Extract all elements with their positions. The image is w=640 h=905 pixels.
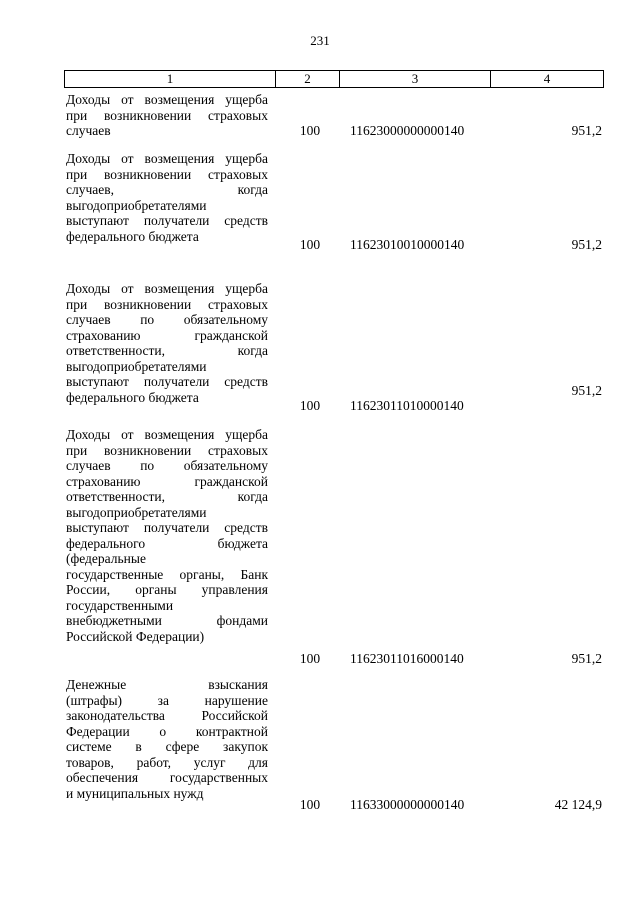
header-col-1: 1 xyxy=(65,71,276,87)
description-line: государственные органы, Банк xyxy=(66,566,268,582)
description-line: законодательства Российской xyxy=(66,708,268,723)
row-amount: 951,2 xyxy=(571,383,602,398)
description-line: (федеральные xyxy=(66,551,146,566)
description-line: выгодоприобретателями xyxy=(66,504,207,520)
description-line: Российской Федерации) xyxy=(66,628,205,644)
description-line: внебюджетными фондами xyxy=(66,613,268,628)
description-line: при возникновении страховых xyxy=(66,296,268,312)
description-line: Федерации о контрактной xyxy=(66,723,268,739)
description-line: страхованию гражданской xyxy=(66,473,268,489)
row-amount: 951,2 xyxy=(571,651,602,666)
description-line: России, органы управления xyxy=(66,582,268,597)
page-number: 231 xyxy=(310,33,330,48)
row-col-2: 100 xyxy=(299,237,321,252)
description-line: при возникновении страховых xyxy=(66,107,268,123)
description-line: системе в сфере закупок xyxy=(66,739,268,754)
row-col-2: 100 xyxy=(299,123,321,138)
description-line: федерального бюджета xyxy=(66,535,268,551)
description-line: при возникновении страховых xyxy=(66,442,268,458)
description-line: Доходы от возмещения ущерба xyxy=(66,92,268,107)
row-description xyxy=(66,281,268,405)
description-line: и муниципальных нужд xyxy=(66,785,204,801)
row-code: 11623010010000140 xyxy=(350,237,465,252)
description-line: случаев по обязательному xyxy=(66,312,268,327)
header-col-4: 4 xyxy=(543,71,551,86)
description-line: случаев xyxy=(66,123,111,138)
row-amount: 951,2 xyxy=(571,237,602,252)
header-col-3: 3 xyxy=(340,71,491,87)
row-amount: 951,2 xyxy=(571,123,602,138)
description-line: выступают получатели средств xyxy=(66,520,268,535)
description-line: Доходы от возмещения ущерба xyxy=(66,281,268,296)
table-header xyxy=(64,70,604,88)
description-line: обеспечения государственных xyxy=(66,770,268,785)
description-line: федерального бюджета xyxy=(66,389,199,405)
row-code: 11633000000000140 xyxy=(350,797,465,812)
description-line: ответственности, когда xyxy=(66,343,268,358)
row-code: 11623011010000140 xyxy=(350,398,464,413)
description-line: Денежные взыскания xyxy=(66,677,268,692)
row-col-2: 100 xyxy=(299,651,321,666)
description-line: Доходы от возмещения ущерба xyxy=(66,151,268,166)
row-description xyxy=(66,427,268,644)
description-line: случаев по обязательному xyxy=(66,458,268,473)
description-line: ответственности, когда xyxy=(66,489,268,504)
description-line: при возникновении страховых xyxy=(66,166,268,182)
description-line: Доходы от возмещения ущерба xyxy=(66,427,268,442)
description-line: государственными xyxy=(66,597,174,613)
description-line: выгодоприобретателями xyxy=(66,358,207,374)
description-line: (штрафы) за нарушение xyxy=(66,692,268,708)
description-line: выгодоприобретателями xyxy=(66,197,207,213)
description-line: федерального бюджета xyxy=(66,228,199,244)
description-line: товаров, работ, услуг для xyxy=(66,754,268,770)
row-description xyxy=(66,677,268,801)
row-col-2: 100 xyxy=(299,797,321,812)
row-col-2: 100 xyxy=(299,398,321,413)
row-description xyxy=(66,92,268,139)
row-description xyxy=(66,151,268,244)
description-line: выступают получатели средств xyxy=(66,213,268,228)
description-line: случаев, когда xyxy=(66,182,268,197)
header-col-2: 2 xyxy=(276,71,340,87)
description-line: выступают получатели средств xyxy=(66,374,268,389)
row-code: 11623000000000140 xyxy=(350,123,465,138)
row-amount: 42 124,9 xyxy=(554,797,602,812)
row-code: 11623011016000140 xyxy=(350,651,464,666)
description-line: страхованию гражданской xyxy=(66,327,268,343)
